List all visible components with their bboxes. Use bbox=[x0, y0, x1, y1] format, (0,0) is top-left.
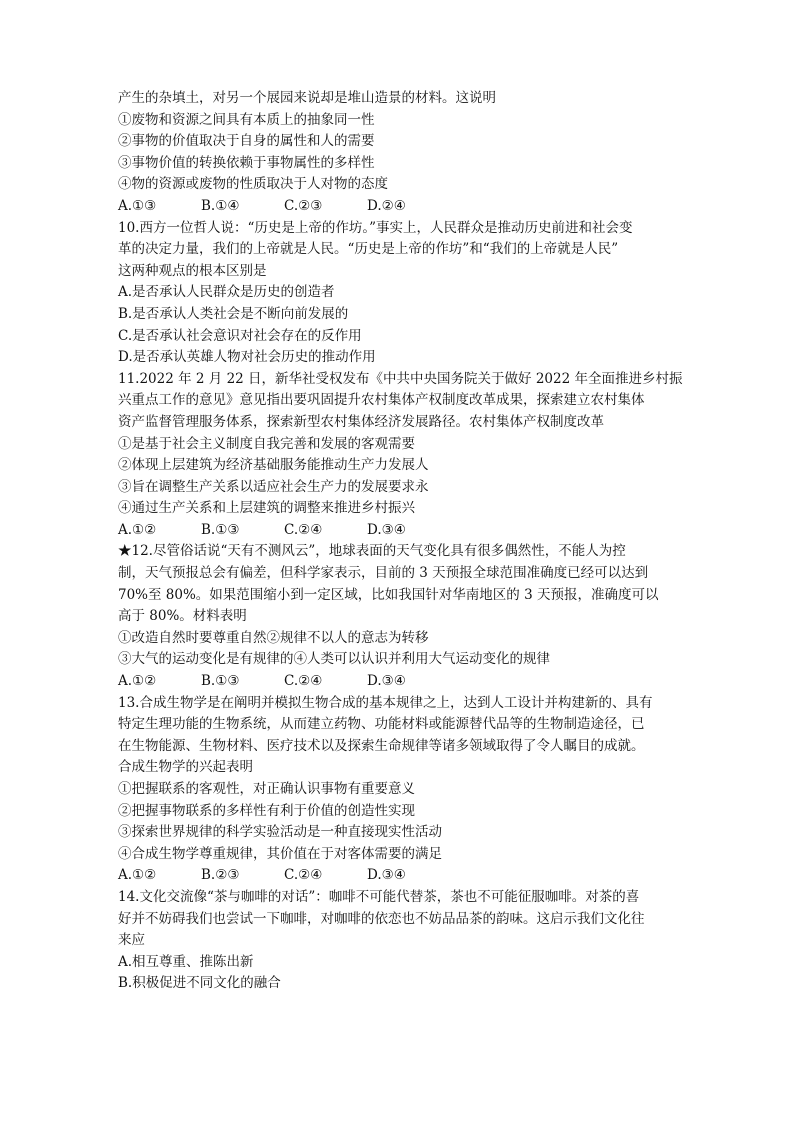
question-9-item-1: ①废物和资源之间具有本质上的抽象同一性 bbox=[118, 111, 375, 128]
question-14-stem-line-3: 来应 bbox=[118, 932, 145, 949]
question-11-stem-line-2: 兴重点工作的意见》意见指出要巩固提升农村集体产权制度改革成果，探索建立农村集体 bbox=[118, 392, 645, 409]
question-13 bbox=[118, 693, 678, 887]
question-13-stem-line-2: 特定生理功能的生物系统，从而建立药物、功能材料或能源替代品等的生物制造途径，已 bbox=[118, 716, 645, 733]
question-13-option-b: B.②③ bbox=[201, 867, 240, 884]
question-13-item-1: ①把握联系的客观性，对正确认识事物有重要意义 bbox=[118, 781, 415, 797]
question-11-item-1: ①是基于社会主义制度自我完善和发展的客观需要 bbox=[118, 435, 415, 452]
question-12-options bbox=[118, 671, 678, 693]
question-12-option-d: D.③④ bbox=[367, 673, 406, 690]
question-9 bbox=[118, 88, 678, 218]
question-11-option-a: A.①② bbox=[118, 521, 157, 538]
question-10-stem-line-1: 10.西方一位哲人说：“历史是上帝的作坊。”事实上，人民群众是推动历史前进和社会变 bbox=[118, 219, 633, 236]
question-13-item-3: ③探索世界规律的科学实验活动是一种直接现实性活动 bbox=[118, 824, 442, 841]
question-12-item-line-1: ①改造自然时要尊重自然②规律不以人的意志为转移 bbox=[118, 629, 429, 646]
question-13-item-2: ②把握事物联系的多样性有利于价值的创造性实现 bbox=[118, 802, 415, 819]
question-13-option-a: A.①② bbox=[118, 867, 157, 884]
question-13-item-4: ④合成生物学尊重规律，其价值在于对客体需要的满足 bbox=[118, 845, 442, 862]
question-14-choice-b: B.积极促进不同文化的融合 bbox=[118, 975, 281, 992]
question-10-choice-c: C.是否承认社会意识对社会存在的反作用 bbox=[118, 327, 362, 344]
question-10 bbox=[118, 218, 678, 369]
question-10-stem-line-2: 革的决定力量，我们的上帝就是人民。“历史是上帝的作坊”和“我们的上帝就是人民” bbox=[118, 241, 619, 258]
question-12-stem-line-3: 70%至 80%。如果范围缩小到一定区域，比如我国针对华南地区的 3 天预报，准确度可以 bbox=[118, 586, 659, 603]
question-11-item-4: ④通过生产关系和上层建筑的调整来推进乡村振兴 bbox=[118, 500, 415, 517]
question-10-stem-line-3: 这两种观点的根本区别是 bbox=[118, 262, 267, 279]
question-12-stem-line-1: ★12.尽管俗话说“天有不测风云”，地球表面的天气变化具有很多偶然性，不能人为控 bbox=[118, 543, 626, 560]
question-13-options bbox=[118, 865, 678, 887]
question-9-options bbox=[118, 196, 678, 218]
question-12-stem-line-4: 高于 80%。材料表明 bbox=[118, 608, 247, 625]
question-10-choice-a: A.是否承认人民群众是历史的创造者 bbox=[118, 284, 335, 301]
question-11-stem-line-1: 11.2022 年 2 月 22 日，新华社受权发布《中共中央国务院关于做好 2022 年全面推进乡村振 bbox=[118, 370, 683, 387]
question-12-option-b: B.①③ bbox=[201, 673, 240, 690]
question-13-stem-line-4: 合成生物学的兴起表明 bbox=[118, 759, 253, 776]
question-12 bbox=[118, 541, 678, 692]
question-11-options bbox=[118, 520, 678, 542]
question-11-option-c: C.②④ bbox=[284, 521, 323, 538]
question-14-stem-line-1: 14.文化交流像“茶与咖啡的对话”：咖啡不可能代替茶，茶也不可能征服咖啡。对茶的喜 bbox=[118, 888, 640, 905]
question-9-stem-continuation: 产生的杂填土，对另一个展园来说却是堆山造景的材料。这说明 bbox=[118, 90, 496, 106]
question-9-item-3: ③事物价值的转换依赖于事物属性的多样性 bbox=[118, 154, 375, 171]
question-13-option-d: D.③④ bbox=[367, 867, 406, 884]
question-9-option-a: A.①③ bbox=[118, 197, 157, 214]
question-14-stem-line-2: 好并不妨碍我们也尝试一下咖啡，对咖啡的依恋也不妨品品茶的韵味。这启示我们文化往 bbox=[118, 910, 645, 927]
question-13-stem-line-3: 在生物能源、生物材料、医疗技术以及探索生命规律等诸多领域取得了令人瞩目的成就。 bbox=[118, 737, 645, 754]
question-11-option-d: D.③④ bbox=[367, 521, 406, 538]
question-10-choice-b: B.是否承认人类社会是不断向前发展的 bbox=[118, 305, 349, 322]
question-9-option-b: B.①④ bbox=[201, 197, 240, 214]
question-12-item-line-2: ③大气的运动变化是有规律的④人类可以认识并利用大气运动变化的规律 bbox=[118, 651, 550, 668]
question-9-item-2: ②事物的价值取决于自身的属性和人的需要 bbox=[118, 133, 375, 150]
question-9-option-d: D.②④ bbox=[367, 197, 406, 214]
question-11-item-2: ②体现上层建筑为经济基础服务能推动生产力发展人 bbox=[118, 457, 429, 474]
question-12-option-a: A.①② bbox=[118, 673, 157, 690]
question-9-item-4: ④物的资源或废物的性质取决于人对物的态度 bbox=[118, 176, 388, 193]
question-11 bbox=[118, 369, 683, 542]
exam-page bbox=[118, 88, 683, 995]
question-13-option-c: C.②④ bbox=[284, 867, 323, 884]
question-13-stem-line-1: 13.合成生物学是在阐明并模拟生物合成的基本规律之上，达到人工设计并构建新的、具有 bbox=[118, 694, 653, 711]
question-10-choice-d: D.是否承认英雄人物对社会历史的推动作用 bbox=[118, 349, 376, 366]
question-12-option-c: C.②④ bbox=[284, 673, 323, 690]
question-14 bbox=[118, 887, 678, 995]
question-11-option-b: B.①③ bbox=[201, 521, 240, 538]
question-11-item-3: ③旨在调整生产关系以适应社会生产力的发展要求永 bbox=[118, 478, 429, 495]
question-9-option-c: C.②③ bbox=[284, 197, 323, 214]
question-11-stem-line-3: 资产监督管理服务体系，探索新型农村集体经济发展路径。农村集体产权制度改革 bbox=[118, 413, 604, 430]
question-14-choice-a: A.相互尊重、推陈出新 bbox=[118, 953, 254, 970]
question-12-stem-line-2: 制，天气预报总会有偏差，但科学家表示，目前的 3 天预报全球范围准确度已经可以达到 bbox=[118, 565, 649, 582]
